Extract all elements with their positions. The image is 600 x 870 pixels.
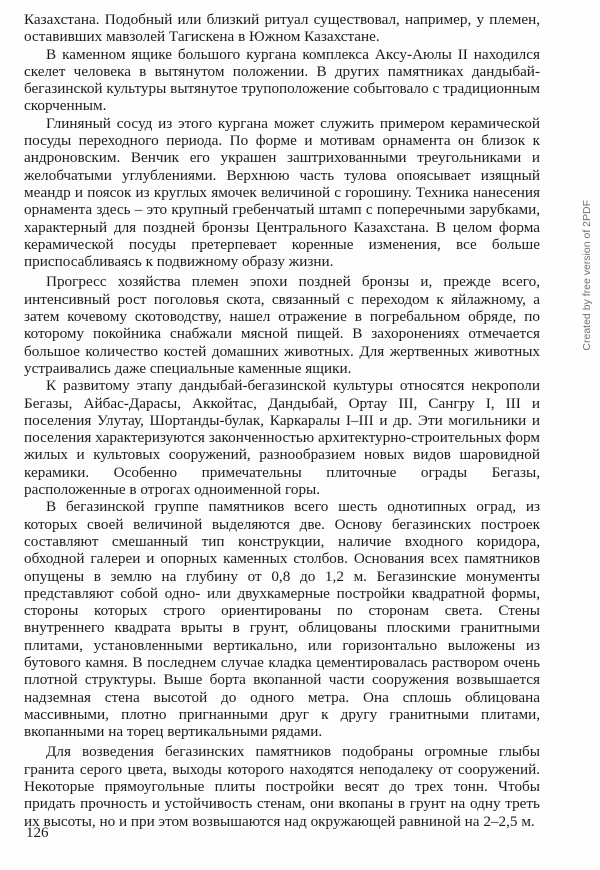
paragraph-6: В бегазинской группе памятников всего шесть однотипных оград, из которых своей величиной выделяются две. Основу бегазинских построек составляют смешанный тип конструкции, наличие входного коридора, обходной галереи и опорных каменных столбов. Основания всех памятников опущены в землю на глубину от 0,8 до 1,2 м. Бегазинские монументы представляют собой одно- или двухкамерные постройки квадратной формы, стороны которых строго ориентированы по сторонам света. Стены внутреннего квадрата врыты в грунт, облицованы плоскими гранитными плитами, установленными вертикально, или горизонтально выложены из бутового камня. В последнем случае кладка цементировалась раствором очень плотной структуры. Выше борта вкопанной части сооружения возвышается надземная стена высотой до одного метра. Она сплошь облицована массивными, плотно пригнанными друг к другу гранитными плитами, вкопанными на торец вертикальными рядами.: [24, 498, 540, 741]
page-body-text: [24, 11, 540, 830]
paragraph-2: В каменном ящике большого кургана комплекса Аксу-Аюлы II находился скелет человека в вытянутом положении. В других памятниках дандыбай-бегазинской культуры вытянутое трупоположение событовало с традиционным скорченным.: [24, 45, 540, 115]
paragraph-1: Казахстана. Подобный или близкий ритуал существовал, например, у племен, оставивших мавзолей Тагискена в Южном Казахстане.: [24, 11, 540, 46]
paragraph-5: К развитому этапу дандыбай-бегазинской культуры относятся некрополи Бегазы, Айбас-Дарасы, Аккойтас, Дандыбай, Ортау III, Сангру I, III и поселения Улутау, Шортанды-булак, Каркаралы I–III и др. Эти могильники и поселения характеризуются законченностью архитектурно-строительных форм жилых и культовых сооружений, разнообразием новых видов шаровидной керамики. Особенно примечательны плиточные ограды Бегазы, расположенные в отрогах одноименной горы.: [24, 377, 540, 499]
watermark-text: Created by free version of 2PDF: [581, 200, 593, 351]
paragraph-3: Глиняный сосуд из этого кургана может служить примером керамической посуды переходного периода. По форме и мотивам орнамента он близок к андроновским. Венчик его украшен заштрихованными треугольниками и желобчатыми углублениями. Верхнюю часть тулова опоясывает изящный меандр и поясок из круглых ямочек величиной с горошину. Техника нанесения орнамента здесь – это крупный гребенчатый штамп с поперечными зарубками, характерный для поздней бронзы Центрального Казахстана. В целом форма керамической посуды претерпевает коренные изменения, все больше приспосабливаясь к подвижному образу жизни.: [24, 114, 540, 271]
paragraph-4: Прогресс хозяйства племен эпохи поздней бронзы и, прежде всего, интенсивный рост поголовья скота, связанный с переходом к яйлажному, а затем кочевому скотоводству, нашел отражение в погребальном обряде, по которому покойника снабжали мясной пищей. В захоронениях отмечается большое количество костей домашних животных. Для жертвенных животных устраивались даже специальные каменные ящики.: [24, 273, 540, 377]
page-number: 126: [26, 825, 49, 841]
paragraph-7: Для возведения бегазинских памятников подобраны огромные глыбы гранита серого цвета, выходы которого находятся неподалеку от сооружений. Некоторые прямоугольные плиты постройки весят до трех тонн. Чтобы придать прочность и устойчивость стенам, они вкопаны в грунт на одну треть их высоты, но и при этом возвышаются над окружающей равниной на 2–2,5 м.: [24, 743, 540, 830]
